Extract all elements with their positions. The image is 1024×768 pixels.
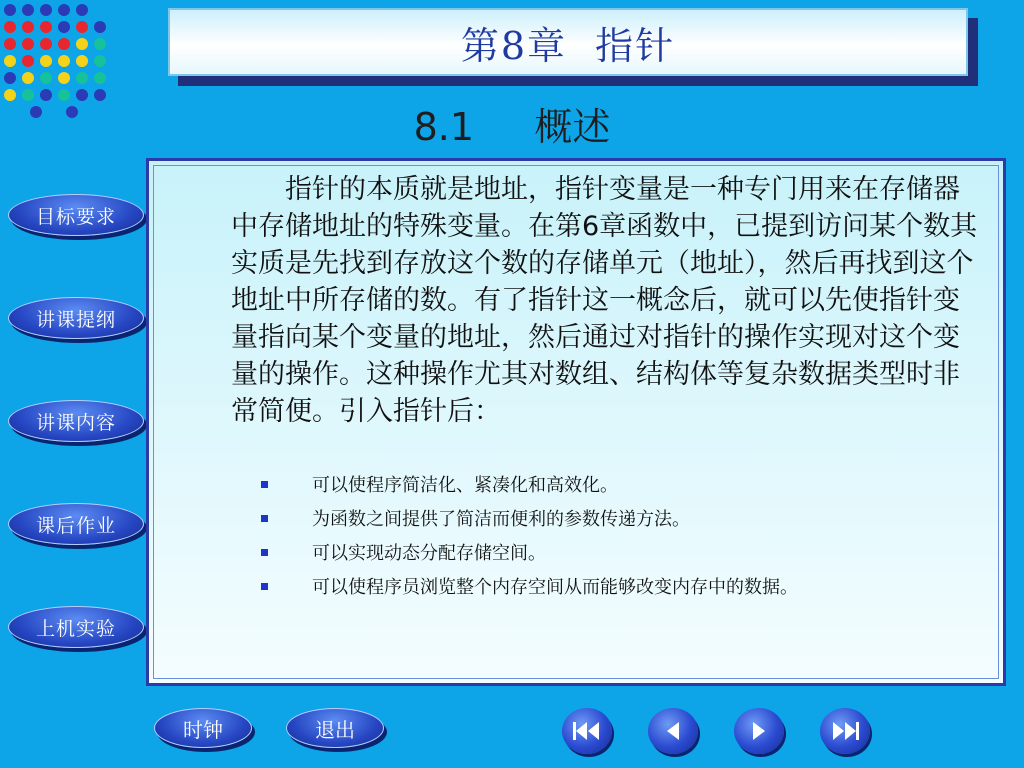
- bullet-square-icon: [261, 515, 268, 522]
- bullet-square-icon: [261, 481, 268, 488]
- decorative-dot: [76, 72, 88, 84]
- list-item: [261, 569, 1001, 603]
- decorative-dot: [58, 72, 70, 84]
- content-panel: [146, 158, 1006, 686]
- decorative-dot: [4, 72, 16, 84]
- bullet-text: 可以使程序员浏览整个内存空间从而能够改变内存中的数据。: [312, 577, 798, 598]
- bullet-text: 可以实现动态分配存储空间。: [312, 543, 546, 564]
- decorative-dot: [4, 4, 16, 16]
- decorative-dot: [94, 55, 106, 67]
- list-item: [261, 467, 1001, 501]
- decorative-dot: [40, 55, 52, 67]
- last-slide-icon: [830, 720, 860, 742]
- list-item: [261, 535, 1001, 569]
- decorative-dot: [58, 21, 70, 33]
- content-paragraph: 指针的本质就是地址，指针变量是一种专门用来在存储器中存储地址的特殊变量。在第6章函数中，已提到访问某个数其实质是先找到存放这个数的存储单元（地址），然后再找到这个地址中所存储的数。有了指针这一概念后，就可以先使指针变量指向某个变量的地址，然后通过对指针的操作实现对这个变量的操作。这种操作尤其对数组、结构体等复杂数据类型时非常简便。引入指针后：: [231, 174, 978, 427]
- decorative-dot: [76, 55, 88, 67]
- first-slide-button[interactable]: [562, 708, 612, 754]
- bullet-square-icon: [261, 549, 268, 556]
- decorative-dot: [94, 38, 106, 50]
- previous-slide-icon: [663, 720, 683, 742]
- bullet-list: [261, 467, 1001, 603]
- bullet-text: 为函数之间提供了简洁而便利的参数传递方法。: [312, 509, 690, 530]
- next-slide-icon: [749, 720, 769, 742]
- decorative-dot: [58, 4, 70, 16]
- previous-slide-button[interactable]: [648, 708, 698, 754]
- bullet-square-icon: [261, 583, 268, 590]
- section-title: 8.1 概述: [413, 105, 611, 149]
- decorative-dot: [40, 21, 52, 33]
- decorative-dot: [40, 38, 52, 50]
- decorative-dot: [40, 4, 52, 16]
- decorative-dot: [22, 55, 34, 67]
- decorative-dot: [4, 38, 16, 50]
- chapter-title: 第8章 指针: [460, 23, 676, 68]
- decorative-dot: [40, 72, 52, 84]
- decorative-dot: [58, 55, 70, 67]
- sidebar-item-outline[interactable]: 讲课提纲: [8, 297, 144, 339]
- decorative-dot: [4, 21, 16, 33]
- next-slide-button[interactable]: [734, 708, 784, 754]
- sidebar-item-goals[interactable]: 目标要求: [8, 194, 144, 236]
- sidebar-item-lab[interactable]: 上机实验: [8, 606, 144, 648]
- decorative-dot: [22, 4, 34, 16]
- first-slide-icon: [572, 720, 602, 742]
- decorative-dot: [76, 38, 88, 50]
- decorative-dot: [94, 21, 106, 33]
- bullet-text: 可以使程序简洁化、紧凑化和高效化。: [312, 475, 618, 496]
- decorative-dot: [94, 72, 106, 84]
- clock-button[interactable]: 时钟: [154, 708, 252, 748]
- decorative-dot: [22, 38, 34, 50]
- chapter-title-bar: [168, 8, 968, 76]
- sidebar-item-lecture[interactable]: 讲课内容: [8, 400, 144, 442]
- exit-button[interactable]: 退出: [286, 708, 384, 748]
- list-item: [261, 501, 1001, 535]
- decorative-dot: [22, 21, 34, 33]
- decorative-dot: [22, 72, 34, 84]
- decorative-dot: [76, 4, 88, 16]
- sidebar-item-homework[interactable]: 课后作业: [8, 503, 144, 545]
- decorative-dot: [4, 55, 16, 67]
- decorative-dot: [58, 38, 70, 50]
- last-slide-button[interactable]: [820, 708, 870, 754]
- decorative-dot: [76, 21, 88, 33]
